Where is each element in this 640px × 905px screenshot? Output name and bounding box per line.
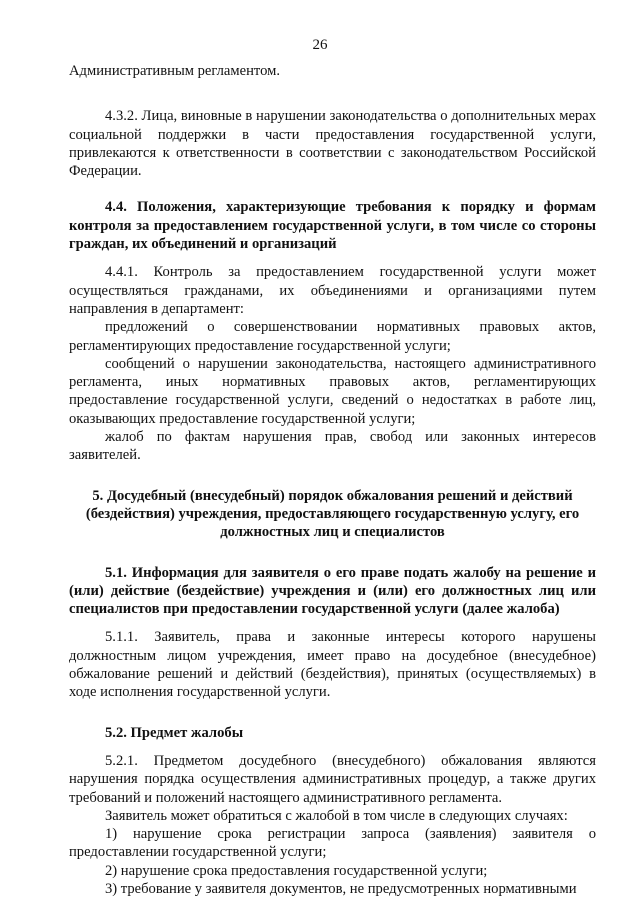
list-item-3: 3) требование у заявителя документов, не предусмотренных нормативными [105,880,577,897]
paragraph-4-4-1: 4.4.1. Контроль за предоставлением государственной услуги может осуществляться гражданами, их объединениями и организациями путем направления в департамент: [69,264,596,317]
list-item-1: 1) нарушение срока регистрации запроса (заявления) заявителя о предоставлении государственной услуги; [69,826,596,861]
paragraph-cases-intro: Заявитель может обратиться с жалобой в том числе в следующих случаях: [105,807,568,824]
heading-4-4: 4.4. Положения, характеризующие требования к порядку и формам контроля за предоставлением государственной услуги, в том числе со стороны граждан, их объединений и организаций [69,199,596,253]
paragraph-4-3-2: 4.3.2. Лица, виновные в нарушении законодательства о дополнительных мерах социальной поддержки в части предоставления государственной услуги, привлекаются к ответственности в соответствии с законодательством Российской Федерации. [69,108,596,180]
paragraph-5-1-1: 5.1.1. Заявитель, права и законные интересы которого нарушены должностным лицом учреждения, имеет право на досудебное (внесудебное) обжалование решений и действий (бездействия), принятых (осуществляемых) в ходе исполнения государственной услуги. [69,629,596,701]
document-body [69,62,596,898]
heading-section-5: 5. Досудебный (внесудебный) порядок обжалования решений и действий (бездействия) учреждения, предоставляющего государственную услугу, его должностных лиц и специалистов [85,487,580,541]
list-item-proposals: предложений о совершенствовании нормативных правовых актов, регламентирующих предоставление государственной услуги; [69,319,596,354]
paragraph-5-2-1: 5.2.1. Предметом досудебного (внесудебного) обжалования являются нарушения порядка осуществления административных процедур, а также других требований и положений настоящего административного регламента. [69,752,596,806]
list-item-reports: сообщений о нарушении законодательства, настоящего административного регламента, иных нормативных правовых актов, регламентирующих предоставление государственной услуги, сведений о недостатках в работе лиц, оказывающих предоставление государственной услуги; [69,355,596,427]
heading-5-1: 5.1. Информация для заявителя о его праве подать жалобу на решение и (или) действие (бездействие) учреждения и (или) его должностных лиц или специалистов при предоставлении государственной услуги (далее жалоба) [69,564,596,618]
list-item-complaints: жалоб по фактам нарушения прав, свобод или законных интересов заявителей. [69,429,596,464]
heading-5-2: 5.2. Предмет жалобы [105,724,244,741]
list-item-2: 2) нарушение срока предоставления государственной услуги; [105,862,488,879]
page-number: 26 [312,37,328,53]
paragraph-continuation: Административным регламентом. [69,63,281,79]
